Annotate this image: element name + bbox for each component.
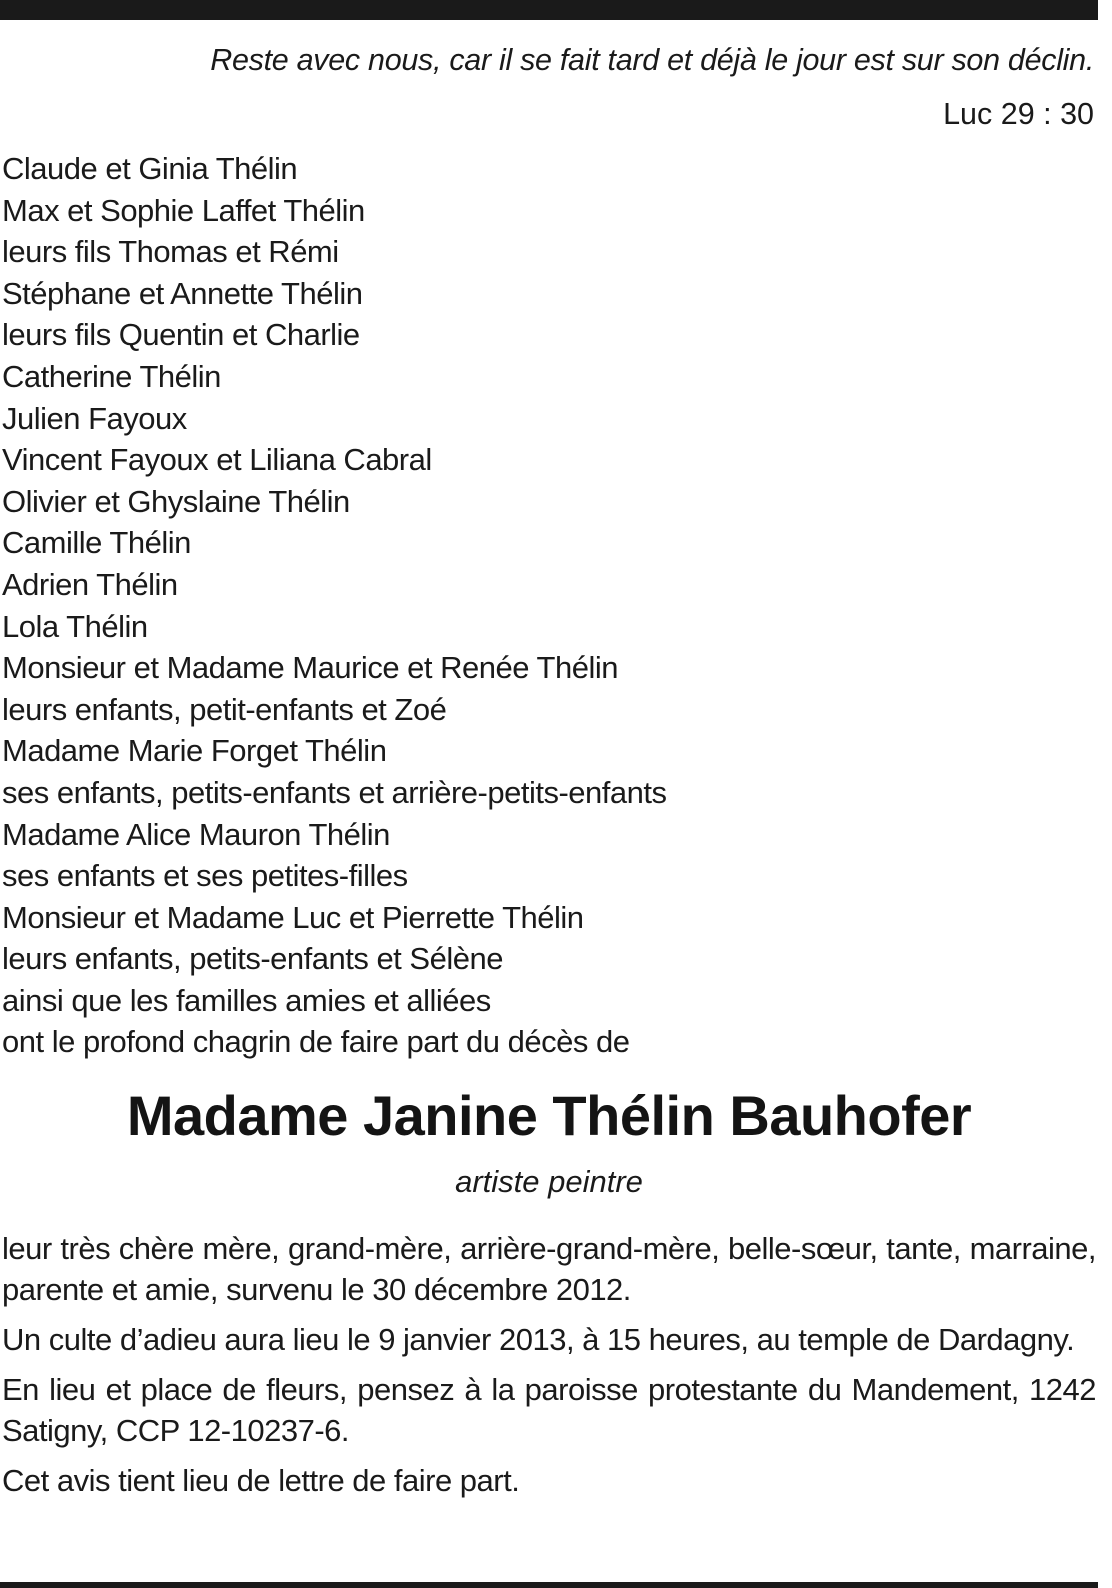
relation-paragraph: leur très chère mère, grand-mère, arrière-grand-mère, belle-sœur, tante, marraine, parente et amie, survenu le 30 décembre 2012. [2,1231,1096,1307]
bottom-rule [0,1582,1098,1588]
mourner-line: ainsi que les familles amies et alliées [2,982,491,1018]
mourner-line: ses enfants et ses petites-filles [2,858,408,894]
ceremony-paragraph: Un culte d’adieu aura lieu le 9 janvier 2013, à 15 heures, au temple de Dardagny. [2,1322,1075,1357]
mourner-line: Vincent Fayoux et Liliana Cabral [2,442,432,478]
mourner-line: leurs fils Thomas et Rémi [2,234,339,270]
deceased-name: Madame Janine Thélin Bauhofer [126,1084,972,1147]
mourner-line: leurs enfants, petit-enfants et Zoé [2,691,447,727]
mourner-line: Max et Sophie Laffet Thélin [2,192,365,228]
mourner-line: Olivier et Ghyslaine Thélin [2,483,350,519]
mourner-line: Julien Fayoux [2,400,187,436]
notice-body [2,1228,1096,1510]
mourner-line: Stéphane et Annette Thélin [2,275,363,311]
mourner-line: Adrien Thélin [2,566,178,602]
mourner-line: leurs enfants, petits-enfants et Sélène [2,941,503,977]
mourner-line: Madame Marie Forget Thélin [2,733,387,769]
closing-paragraph: Cet avis tient lieu de lettre de faire part. [2,1463,520,1498]
announcement-line: ont le profond chagrin de faire part du décès de [2,1024,630,1060]
mourner-line: Monsieur et Madame Maurice et Renée Thélin [2,650,618,686]
mourner-line: ses enfants, petits-enfants et arrière-petits-enfants [2,774,667,810]
epigraph-quote: Reste avec nous, car il se fait tard et déjà le jour est sur son déclin. [210,43,1094,77]
epigraph-reference: Luc 29 : 30 [943,97,1094,131]
mourner-line: Claude et Ginia Thélin [2,151,298,186]
mourner-line: Madame Alice Mauron Thélin [2,816,390,852]
mourner-line: Camille Thélin [2,525,191,561]
mourner-line: Lola Thélin [2,608,148,644]
donation-paragraph: En lieu et place de fleurs, pensez à la paroisse protestante du Mandement, 1242 Satigny, CCP 12-10237-6. [2,1372,1096,1448]
mourners-list [2,148,666,1063]
mourner-line: Catherine Thélin [2,358,221,394]
mourner-line: leurs fils Quentin et Charlie [2,317,360,353]
mourner-line: Monsieur et Madame Luc et Pierrette Thélin [2,899,584,935]
top-rule [0,0,1098,20]
deceased-title: artiste peintre [455,1164,643,1199]
